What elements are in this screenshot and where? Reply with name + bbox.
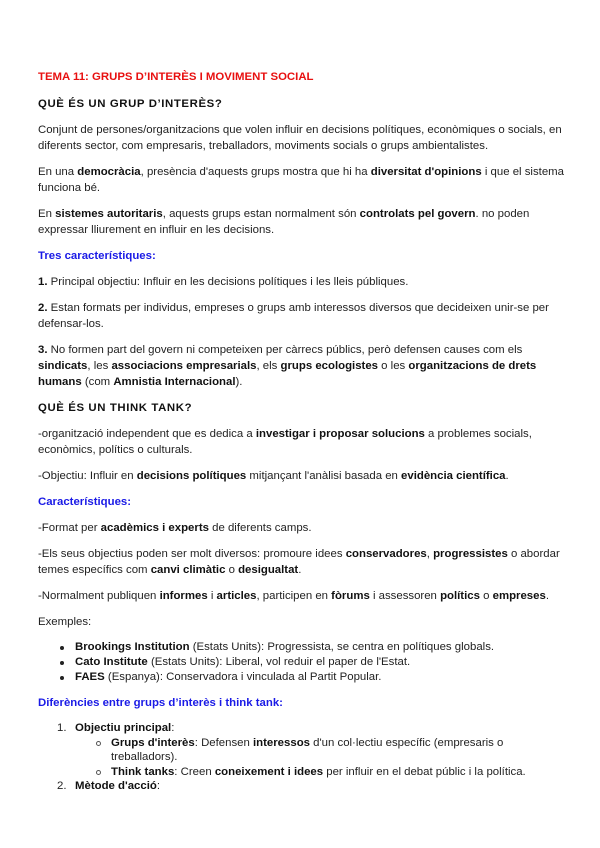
text-run: Característiques: [38, 496, 128, 508]
text-run: .: [545, 590, 549, 602]
text-run: o: [225, 564, 239, 576]
text-run: a problemes socials, econòmics, polítics o culturals.: [38, 428, 532, 456]
text-run: -Objectiu: Influir en: [38, 470, 137, 482]
bold-text: 1.: [38, 276, 48, 288]
paragraph: [38, 468, 568, 484]
text-run: : Creen: [174, 765, 215, 778]
sub-list: [75, 736, 568, 780]
bold-text: empreses: [492, 590, 546, 602]
bold-text: sistemes autoritaris: [55, 208, 163, 220]
text-run: Estan formats per individus, empreses o grups amb interessos diversos que decideixen unir-se per defensar-los.: [38, 302, 549, 330]
text-run: , les: [87, 360, 112, 372]
text-run: En: [38, 208, 56, 220]
bold-text: FAES: [75, 671, 105, 683]
text-run: de diferents camps.: [208, 522, 312, 534]
bold-text: Brookings Institution: [75, 641, 190, 653]
text-run: Tres característiques:: [38, 250, 156, 262]
text-run: o: [479, 590, 493, 602]
bold-text: coneixement i idees: [214, 765, 324, 778]
document-page: [38, 69, 568, 794]
text-run: : Defensen: [194, 736, 253, 749]
numbered-item: [57, 721, 568, 779]
paragraph: [38, 588, 568, 604]
sub-list-item: [111, 765, 568, 780]
bold-text: diversitat d'opinions: [370, 166, 482, 178]
subsection-heading: [38, 248, 568, 264]
bold-text: evidència científica: [401, 470, 506, 482]
bold-text: 3.: [38, 344, 48, 356]
bold-text: Amnistia Internacional: [113, 376, 236, 388]
numbered-item: [57, 779, 568, 794]
text-run: -organització independent que es dedica a: [38, 428, 256, 440]
paragraph: [38, 122, 568, 154]
subsection-heading: [38, 494, 568, 510]
text-run: per influir en el debat públic i la política.: [323, 765, 526, 778]
bold-text: sindicats: [38, 360, 88, 372]
text-run: (com: [81, 376, 114, 388]
paragraph: [38, 520, 568, 536]
text-run: mitjançant l'anàlisi basada en: [246, 470, 402, 482]
bold-text: controlats pel govern: [359, 208, 476, 220]
text-run: Principal objectiu: Influir en les decisions polítiques i les lleis públiques.: [47, 276, 409, 288]
text-run: , aquests grups estan normalment són: [162, 208, 360, 220]
section-heading: [38, 400, 568, 416]
list-item: [75, 670, 568, 685]
bold-text: decisions polítiques: [136, 470, 247, 482]
text-run: (Espanya): Conservadora i vinculada al Partit Popular.: [104, 671, 382, 683]
bold-text: grups ecologistes: [280, 360, 379, 372]
bold-text: Objectiu principal: [75, 722, 172, 734]
paragraph: [38, 164, 568, 196]
text-run: ,: [426, 548, 434, 560]
sub-list-item: [111, 736, 568, 765]
list-item: [75, 640, 568, 655]
bold-text: informes: [159, 590, 208, 602]
section-heading: [38, 96, 568, 112]
bold-text: conservadores: [345, 548, 427, 560]
bold-text: Grups d'interès: [111, 736, 195, 749]
text-run: d'un col·lectiu específic (empresaris o treballadors).: [111, 736, 504, 763]
bold-text: articles: [216, 590, 257, 602]
text-run: :: [156, 780, 160, 792]
list-item: [75, 655, 568, 670]
text-run: i que el sistema funciona bé.: [38, 166, 564, 194]
bold-text: canvi climàtic: [150, 564, 226, 576]
bold-text: investigar i proposar solucions: [255, 428, 425, 440]
text-run: (Estats Units): Progressista, se centra en polítiques globals.: [189, 641, 495, 653]
bold-text: fòrums: [331, 590, 370, 602]
bold-text: organitzacions de drets humans: [38, 360, 537, 388]
text-run: i assessoren: [369, 590, 441, 602]
paragraph: [38, 206, 568, 238]
bold-text: desigualtat: [238, 564, 299, 576]
text-run: .: [505, 470, 509, 482]
item-number: 1.: [57, 722, 67, 734]
bold-text: interessos: [253, 736, 310, 749]
text-run: Conjunt de persones/organitzacions que volen influir en decisions polítiques, econòmiques o socials, en diferents sector, com empresaris, treballadors, moviments socials o grups ambientalistes.: [38, 124, 562, 152]
paragraph: [38, 342, 568, 390]
paragraph: [38, 300, 568, 332]
bold-text: Cato Institute: [75, 656, 148, 668]
text-run: :: [171, 722, 175, 734]
paragraph: [38, 426, 568, 458]
text-run: QUÈ ÉS UN THINK TANK?: [38, 402, 193, 414]
text-run: :: [127, 496, 132, 508]
text-run: i: [207, 590, 217, 602]
bold-text: polítics: [440, 590, 480, 602]
text-run: -Format per: [38, 522, 101, 534]
paragraph: [38, 274, 568, 290]
text-run: , presència d'aquests grups mostra que hi ha: [140, 166, 371, 178]
paragraph: [38, 614, 568, 630]
text-run: (Estats Units): Liberal, vol reduir el paper de l'Estat.: [147, 656, 411, 668]
text-run: . no poden expressar lliurement en influir en les decisions.: [38, 208, 530, 236]
document-title: TEMA 11: GRUPS D’INTERÈS I MOVIMENT SOCIAL: [38, 71, 314, 83]
bold-text: progressistes: [433, 548, 508, 560]
text-run: o les: [378, 360, 409, 372]
text-run: ).: [235, 376, 243, 388]
text-run: QUÈ ÉS UN GRUP D’INTERÈS?: [38, 98, 223, 110]
text-run: En una: [38, 166, 78, 178]
paragraph: [38, 546, 568, 578]
numbered-list: [38, 721, 568, 794]
bullet-list: [38, 640, 568, 685]
text-run: -Normalment publiquen: [38, 590, 160, 602]
text-run: , els: [256, 360, 281, 372]
text-run: -Els seus objectius poden ser molt diversos: promoure idees: [38, 548, 346, 560]
bold-text: Think tanks: [111, 765, 175, 778]
subsection-heading: [38, 695, 568, 711]
bold-text: acadèmics i experts: [100, 522, 209, 534]
bold-text: Mètode d'acció: [75, 780, 157, 792]
text-run: No formen part del govern ni competeixen per càrrecs públics, però defensen causes com els: [47, 344, 523, 356]
item-number: 2.: [57, 780, 67, 792]
bold-text: democràcia: [77, 166, 141, 178]
text-run: Exemples:: [38, 616, 92, 628]
bold-text: 2.: [38, 302, 48, 314]
text-run: o abordar temes específics com: [38, 548, 560, 576]
text-run: .: [298, 564, 302, 576]
bold-text: associacions empresarials: [111, 360, 257, 372]
text-run: , participen en: [256, 590, 332, 602]
text-run: Diferències entre grups d’interès i think tank:: [38, 697, 283, 709]
